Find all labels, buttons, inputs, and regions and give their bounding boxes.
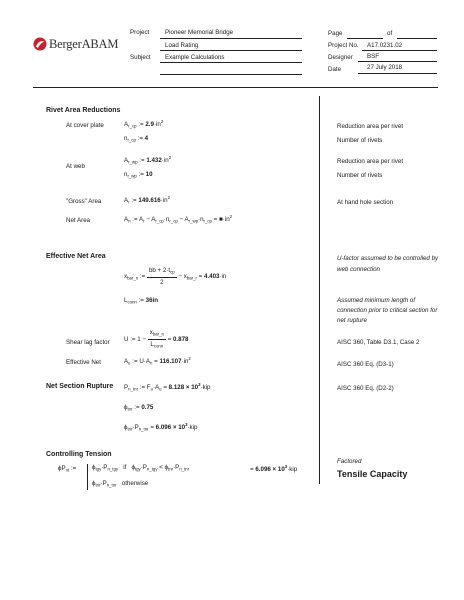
note-factored: Factored xyxy=(337,458,362,465)
project-value: Pioneer Memorial Bridge xyxy=(165,29,234,36)
project-label: Project xyxy=(130,29,150,36)
n-r-cp-equation: $n_{r\_cp}$ := 4 xyxy=(124,135,149,143)
designer-label: Designer xyxy=(328,54,353,61)
controlling-case-1: $\phi_{tgy}\cdot P_{n\_tgy}$ if $\phi_{tgy}\cdot P_{n\_tgy} < \phi_{tnr}\cdot P_{n\_tnr}$ xyxy=(92,464,190,472)
net-label: Net Area xyxy=(66,217,91,224)
note-gross: At hand hole section xyxy=(337,199,394,206)
phi-tnr-equation: $\phi_{tnr}$ := 0.75 xyxy=(124,404,154,412)
gross-label: "Gross" Area xyxy=(66,198,102,205)
controlling-case-2: $\phi_{tnr}\cdot P_{n\_tnr}$ otherwise xyxy=(92,480,149,488)
effective-net-label: Effective Net xyxy=(66,359,101,366)
a-n-equation: $A_n$ := $A_r - A_{r\_cp}\cdot n_{r\_cp} - A_{r\_wp}\cdot n_{r\_cp}$ = $■\cdot in^2$ xyxy=(124,214,233,224)
load-rating-value: Load Rating xyxy=(165,42,199,49)
bergerabam-logo-icon xyxy=(33,37,47,51)
subject-label: Subject xyxy=(130,54,151,61)
project-no-label: Project No. xyxy=(328,42,359,49)
note-capacity: Tensile Capacity xyxy=(337,469,408,479)
l-conn-equation: $L_{conn}$ := 36in xyxy=(124,297,159,305)
cover-plate-label: At cover plate xyxy=(66,122,104,129)
controlling-result: = $6.096 \times 10^3\cdot kip$ xyxy=(250,464,298,473)
logo-text: BergerABAM xyxy=(49,36,119,51)
p-n-tnr-equation: $P_{n\_tnr}$ := $F_u\cdot A_e = 8.128 \times 10^3\cdot kip$ xyxy=(124,382,211,392)
note-area-wp: Reduction area per rivet xyxy=(337,158,404,165)
section-title-effective: Effective Net Area xyxy=(46,253,106,260)
u-equation: U := 1 − $\frac{x_{bar\_n}}{L_{conn}}$ = 0.878 xyxy=(124,329,189,348)
a-r-wp-equation: $A_{r\_wp}$ := $1.432\cdot in^2$ xyxy=(124,155,172,165)
a-e-equation: $A_e$ := $U\cdot A_n = 116.107\cdot in^2$ xyxy=(124,356,191,366)
n-r-wp-equation: $n_{r\_wp}$ := 10 xyxy=(124,171,153,179)
section-title-rupture: Net Section Rupture xyxy=(46,383,114,390)
note-ufactor: U-factor assumed to be controlled by web connection xyxy=(337,255,439,273)
subject-value: Example Calculations xyxy=(165,54,225,61)
date-label: Date xyxy=(328,66,342,73)
x-bar-n-equation: $x_{bar\_n}$ := $\frac{bb + 2\cdot t_{cp}}{2}$ − $x_{bar\_r} = 4.403\cdot in$ xyxy=(124,267,227,286)
date-value: 27 July 2018 xyxy=(367,64,403,71)
phi-pnt-equation: $\phi P_{nt}$ := xyxy=(58,465,77,473)
note-ae: AISC 360 Eq. (D3-1) xyxy=(337,361,394,368)
note-pn: AISC 360 Eq. (D2-2) xyxy=(337,385,394,392)
note-u: AISC 360, Table D3.1, Case 2 xyxy=(337,339,420,346)
logo xyxy=(33,34,118,54)
note-area-cp: Reduction area per rivet xyxy=(337,123,404,130)
designer-value: BSF xyxy=(367,53,380,60)
note-lconn: Assumed minimum length of connection prior to critical section for net rupture xyxy=(337,297,438,324)
section-title-rivet: Rivet Area Reductions xyxy=(46,107,121,114)
note-num-cp: Number of rivets xyxy=(337,137,383,144)
phi-p-equation: $\phi_{tnr}\cdot P_{n\_tnr} = 6.096 \times 10^3\cdot kip$ xyxy=(124,422,198,432)
project-no-value: A17.0231.02 xyxy=(367,42,403,49)
a-r-cp-equation: $A_{r\_cp}$ := $2.9\cdot in^2$ xyxy=(124,119,164,129)
page-label: Page xyxy=(328,30,343,37)
shear-lag-label: Shear lag factor xyxy=(66,339,110,346)
note-num-wp: Number of rivets xyxy=(337,172,383,179)
web-label: At web xyxy=(66,163,85,170)
section-title-controlling: Controlling Tension xyxy=(46,451,112,458)
a-r-equation: $A_r$ := $149.616\cdot in^2$ xyxy=(124,195,171,205)
of-label: of xyxy=(387,30,393,37)
